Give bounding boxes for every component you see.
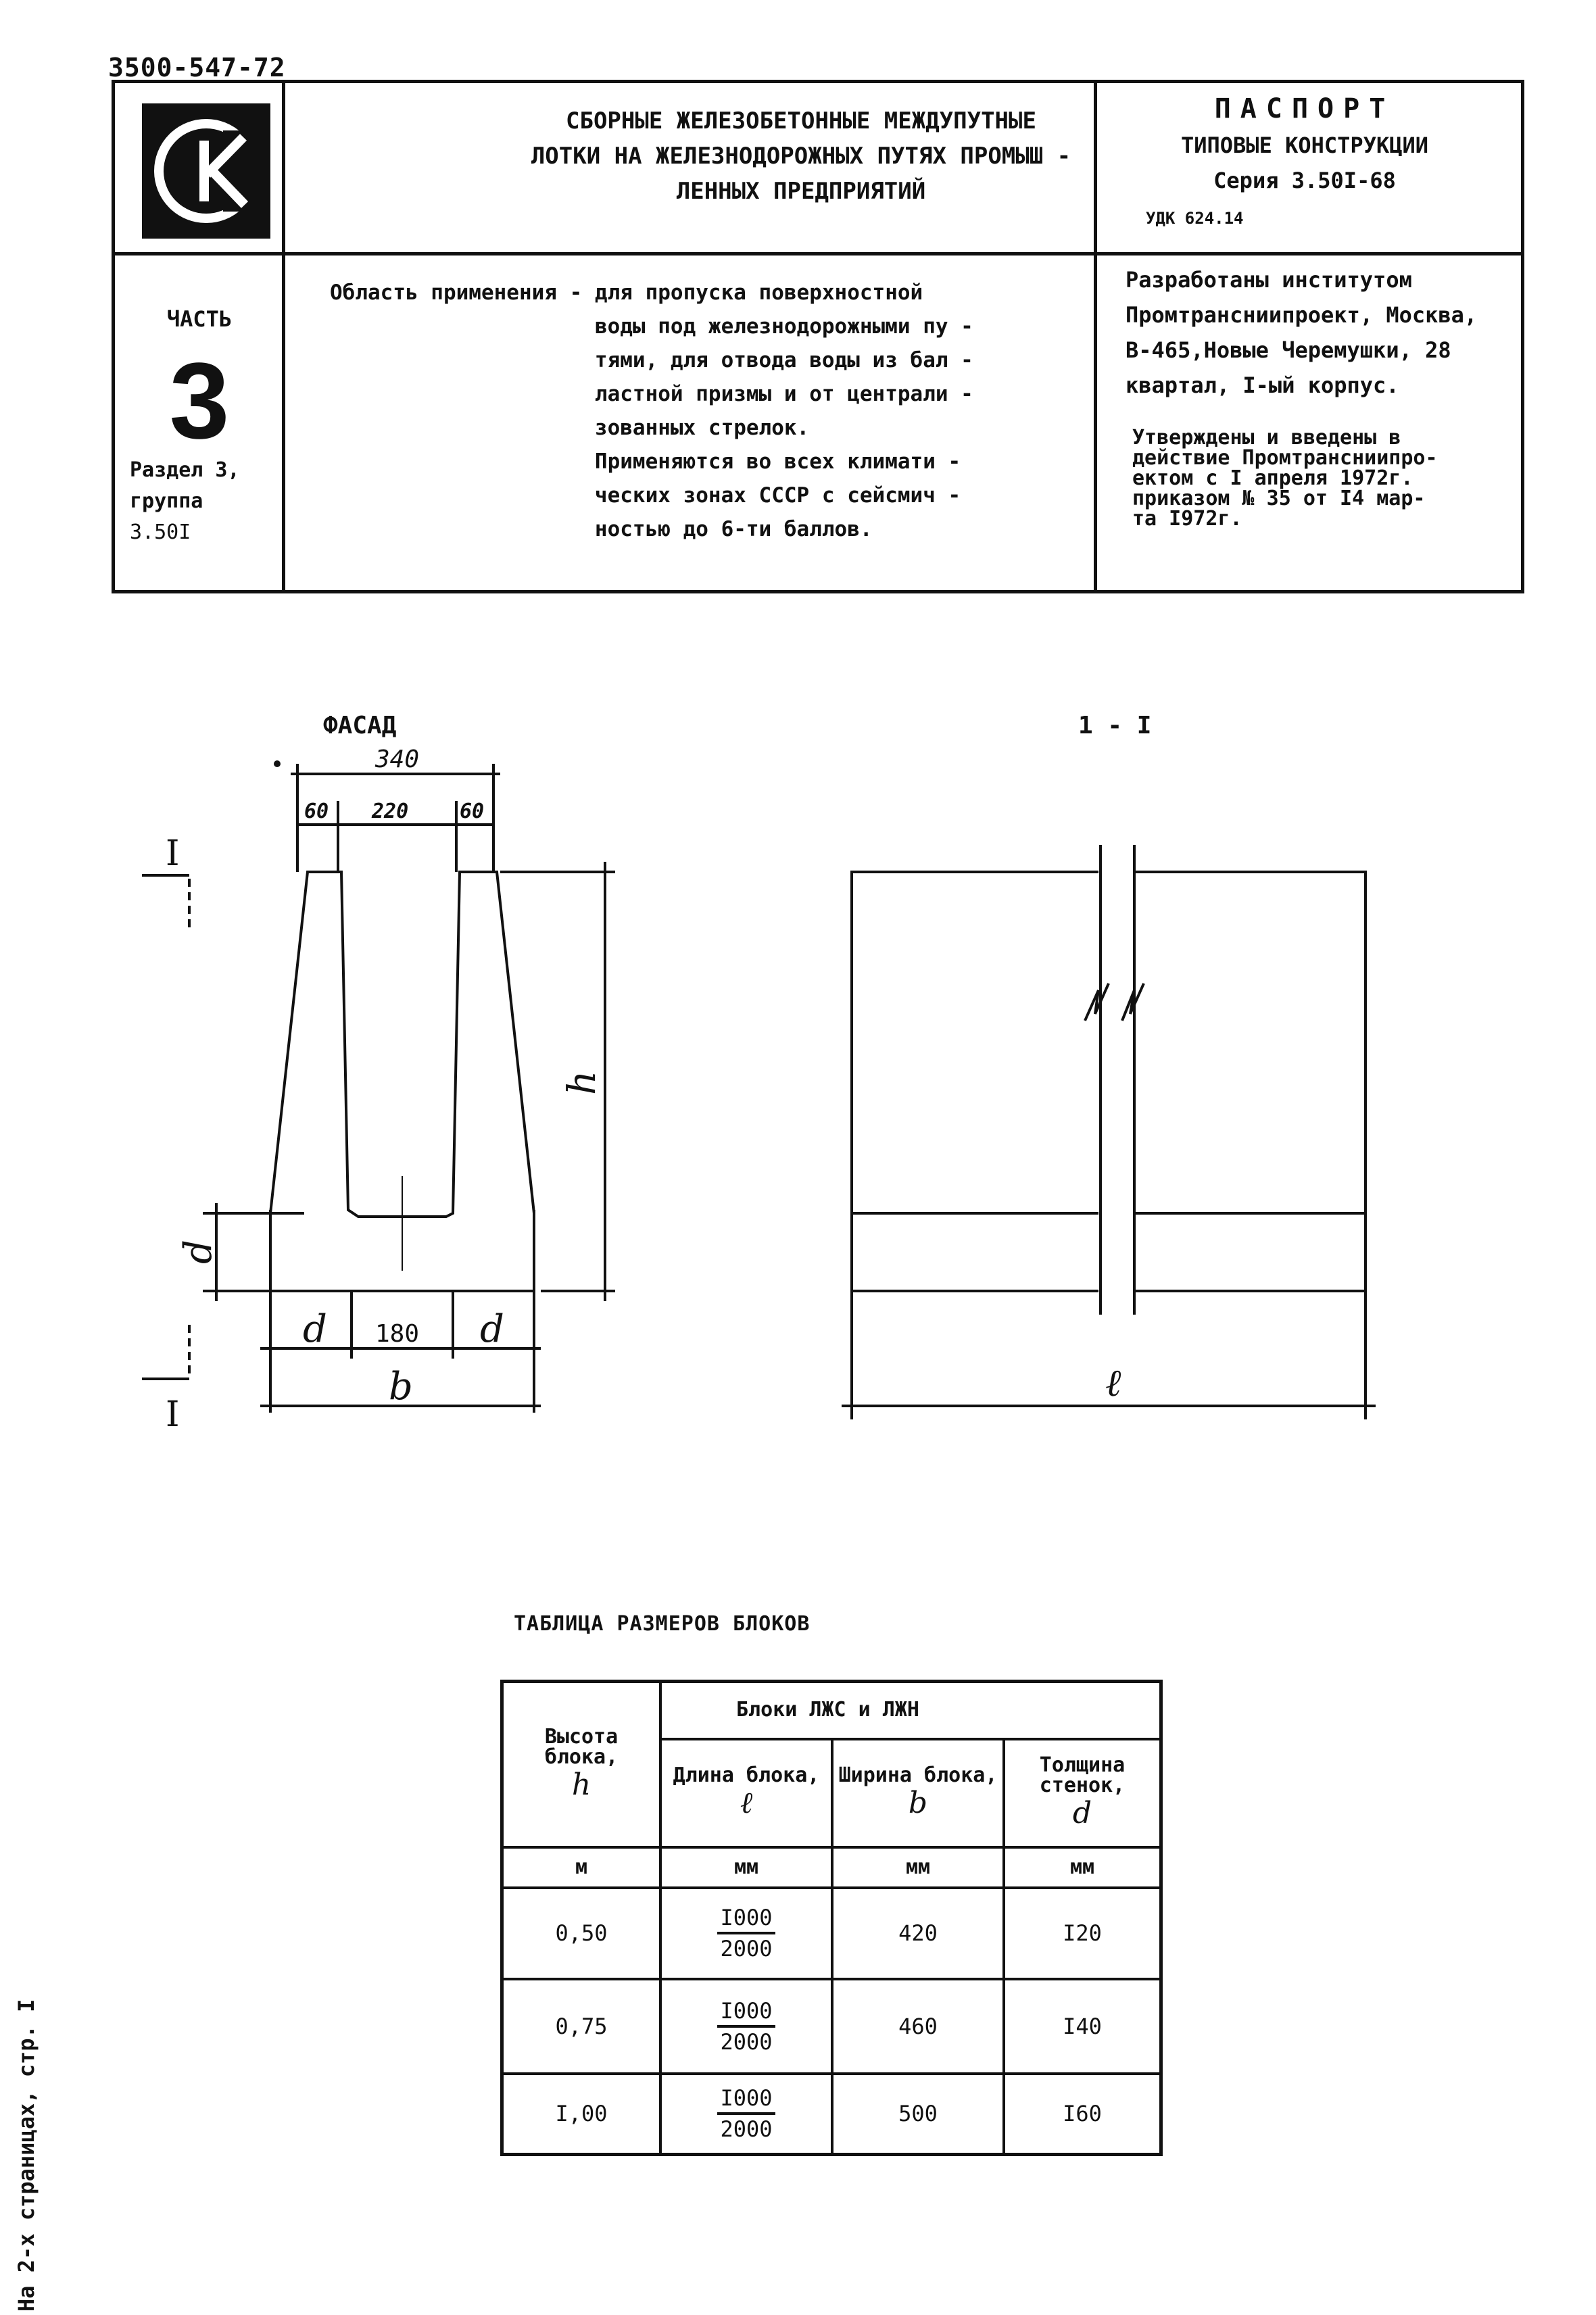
col-header-text: Высота блока,	[544, 1724, 619, 1769]
document-code: 3500-547-72	[108, 53, 286, 82]
developer-line: В-465,Новые Черемушки, 28	[1126, 337, 1451, 363]
unit-cell: мм	[1004, 1847, 1161, 1888]
fraction-top: I000	[717, 1903, 775, 1934]
header-cell-h	[502, 1682, 661, 1847]
col-header-symbol: h	[571, 1767, 591, 1802]
scope-line: Область применения - для пропуска поверхностной	[330, 281, 923, 305]
scope-line: зованных стрелок.	[330, 416, 810, 440]
break-gap	[1098, 845, 1136, 1325]
dot-mark	[274, 760, 281, 767]
header-cell-b	[832, 1739, 1004, 1847]
col-header-symbol: ℓ	[740, 1786, 753, 1820]
scope-line: воды под железнодорожными пу -	[330, 314, 973, 339]
col-header-text: Длина блока,	[673, 1763, 820, 1787]
developer-line: Промтрансниипроект, Москва,	[1126, 302, 1478, 328]
table-row	[502, 1979, 1161, 2074]
approval-line: та I972г.	[1132, 507, 1242, 531]
cell-b: 500	[832, 2074, 1004, 2155]
unit-cell: мм	[832, 1847, 1004, 1888]
approval-line: приказом № 35 от I4 мар-	[1132, 487, 1426, 510]
cell-h: 0,75	[502, 1979, 661, 2074]
series-label: Серия 3.50I-68	[1213, 168, 1396, 193]
section-label: Раздел 3,	[130, 458, 240, 482]
fraction-bottom: 2000	[720, 2116, 773, 2143]
dim-width-b: b	[389, 1365, 413, 1409]
page-note: На 2-х страницах, стр. I	[14, 1999, 39, 2312]
col-header-text: Ширина блока,	[838, 1763, 998, 1787]
cell-d: I40	[1004, 1979, 1161, 2074]
developer-line: Разработаны институтом	[1126, 267, 1412, 293]
dim-wall-right: 60	[460, 800, 485, 823]
group-label: группа	[130, 489, 203, 513]
cut-mark-bottom-label: I	[166, 1394, 180, 1435]
developer-line: квартал, I-ый корпус.	[1126, 372, 1399, 398]
header-cell-l	[660, 1739, 832, 1847]
cell-l	[660, 1979, 832, 2074]
group-header: Блоки ЛЖС и ЛЖН	[660, 1682, 1161, 1739]
scope-line: тями, для отвода воды из бал -	[330, 348, 973, 372]
header-cell-d	[1004, 1739, 1161, 1847]
udk-label: УДК 624.14	[1146, 209, 1244, 228]
cell-h: 0,50	[502, 1888, 661, 1979]
fraction-bottom: 2000	[720, 1936, 773, 1961]
group-number: 3.50I	[130, 520, 191, 544]
dim-length-l: ℓ	[1105, 1361, 1121, 1405]
scope-line: ческих зонах СССР с сейсмич -	[330, 483, 961, 508]
section-label: 1 - I	[1078, 712, 1152, 739]
block-sizes-table	[500, 1680, 1163, 2156]
cell-b: 460	[832, 1979, 1004, 2074]
cut-mark-top-label: I	[166, 833, 180, 874]
unit-cell: м	[502, 1847, 661, 1888]
part-label: ЧАСТЬ	[166, 306, 233, 332]
unit-cell: мм	[660, 1847, 832, 1888]
cell-d: I60	[1004, 2074, 1161, 2155]
approval-line: действие Промтрансниипро-	[1132, 446, 1438, 470]
cell-l	[660, 1888, 832, 1979]
approval-line: Утверждены и введены в	[1132, 426, 1401, 449]
dim-inner-top: 220	[372, 800, 409, 823]
cell-d: I20	[1004, 1888, 1161, 1979]
col-header-symbol: b	[908, 1786, 928, 1820]
table-row	[502, 1888, 1161, 1979]
passport-subtitle: ТИПОВЫЕ КОНСТРУКЦИИ	[1180, 132, 1429, 158]
fraction-top: I000	[717, 2084, 775, 2115]
dim-wall-left: 60	[304, 800, 329, 823]
title-line: ЛОТКИ НА ЖЕЛЕЗНОДОРОЖНЫХ ПУТЯХ ПРОМЫШ -	[531, 143, 1071, 170]
cell-l	[660, 2074, 832, 2155]
cell-h: I,00	[502, 2074, 661, 2155]
part-number: 3	[169, 340, 230, 461]
table-title: ТАБЛИЦА РАЗМЕРОВ БЛОКОВ	[514, 1612, 811, 1636]
dim-wall-left-d: d	[303, 1307, 327, 1351]
passport-label: ПАСПОРТ	[1214, 93, 1395, 124]
col-header-text: Толщина стенок,	[1039, 1753, 1126, 1797]
scope-line: ластной призмы и от централи -	[330, 382, 973, 406]
approval-line: ектом с I апреля 1972г.	[1132, 466, 1413, 490]
col-header-symbol: d	[1072, 1796, 1092, 1830]
table-row	[502, 2074, 1161, 2155]
dim-height-h: h	[560, 1070, 604, 1095]
dim-floor-d: d	[176, 1240, 220, 1264]
cell-b: 420	[832, 1888, 1004, 1979]
title-line: ЛЕННЫХ ПРЕДПРИЯТИЙ	[676, 178, 926, 205]
fraction-bottom: 2000	[720, 2028, 773, 2055]
dim-bottom-inner: 180	[375, 1320, 420, 1348]
dim-total-top: 340	[375, 746, 420, 773]
title-line: СБОРНЫЕ ЖЕЛЕЗОБЕТОННЫЕ МЕЖДУПУТНЫЕ	[566, 107, 1036, 135]
fraction-top: I000	[717, 1997, 775, 2028]
facade-label: ФАСАД	[323, 712, 397, 739]
scope-line: Применяются во всех климати -	[330, 449, 961, 474]
dim-wall-right-d: d	[480, 1307, 504, 1351]
scope-line: ностью до 6-ти баллов.	[330, 517, 873, 541]
